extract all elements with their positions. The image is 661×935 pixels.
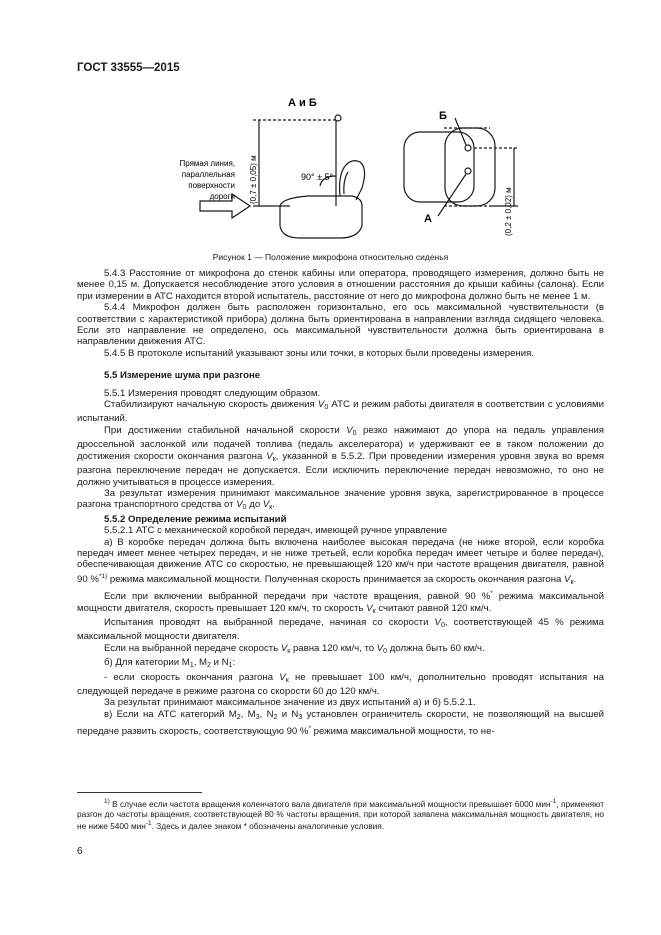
seat-cushion <box>280 196 362 238</box>
label-b: Б <box>439 110 447 122</box>
paragraph-5-4-4: 5.4.4 Микрофон должен быть расположен горизонтально, его ось максимальной чувствительности (в соответствии с характеристикой прибора) должна быть ориентирована в направлении взгляда сидящего человека. Если это направление не определено, ось максимальной чувствительности должна быть ориентирована в направлении движения АТС. <box>77 302 604 348</box>
paragraph-acceleration: При достижении стабильной начальной скорости $V_0$ резко нажимают до упора на педаль управления дроссельной заслонкой или подачей топлива (педаль акселератора) и удерживают ее в таком положении до достижения скорости окончания разгона $V_к$, указанной в 5.5.2. При проведении измерения уровня звука во время разгона переключение передач не допускается. Если исключить переключение передач невозможно, то оно не должно учитываться в процессе измерения. <box>77 424 604 488</box>
paragraph-5-4-5: 5.4.5 В протоколе испытаний указывают зоны или точки, в которых были проведены измерения. <box>104 347 534 359</box>
footnote-mark: 1) <box>104 798 110 805</box>
paragraph-item-b: б) Для категории $M_1$, $M_2$ и $N_1$: <box>104 657 236 670</box>
angle-label: 90° ± 5° <box>301 172 334 182</box>
label-a-and-b: А и Б <box>288 97 317 109</box>
figure-microphone-position <box>140 88 540 248</box>
microphone-point <box>335 115 341 121</box>
figure-caption: Рисунок 1 — Положение микрофона относительно сиденья <box>212 252 449 262</box>
lateral-dimension-label: (0,2 ± 0,02) м <box>504 187 513 236</box>
seat-top-view <box>404 132 474 202</box>
footnote-divider <box>77 792 202 793</box>
paragraph-5-5-2-1: 5.5.2.1 АТС с механической коробкой передач, имеющей ручное управление <box>104 525 448 537</box>
height-dimension-label: (0,7 ± 0,05) м <box>249 155 258 204</box>
road-parallel-label-line1: Прямая линия, <box>179 159 235 168</box>
paragraph-item-a: а) В коробке передач должна быть включена наиболее высокая передача (не ниже второй, если коробка передач имеет менее четырех передач, и не ниже третьей, если коробка передач имеет четыре и более передач), обеспечивающая движение АТС со скоростью, не превышающей 120 км/ч при частоте вращения двигателя, равной 90 %$^{*1)}$ режима максимальной мощности. Полученная скорость принимается за скорость окончания разгона $V_к$. <box>77 536 604 586</box>
document-header: ГОСТ 33555—2015 <box>77 62 180 74</box>
footnote-reference: *1) <box>98 572 108 580</box>
page-number: 6 <box>77 846 83 857</box>
paragraph-speed-120: Если на выбранной передаче скорость $V_к$ равна 120 км/ч, то $V_0$ должна быть 60 км/ч. <box>104 642 485 655</box>
paragraph-max-result: За результат принимают максимальное значение из двух испытаний а) и б) 5.5.2.1. <box>104 697 476 709</box>
paragraph-item-v: в) Если на АТС категорий $M_2$, $M_3$, $N_2$ и $N_3$ установлен ограничитель скорости, не позволяющий на высшей передаче развить скорость, соответствующую 90 %* режима максимальной мощности, то не- <box>77 708 605 738</box>
paragraph-result: За результат измерения принимают максимальное значение уровня звука, зарегистрированное в процессе разгона транспортного средства от $V_0$ до $V_к$. <box>77 487 604 512</box>
seat-back <box>340 161 365 200</box>
road-parallel-label-line3: поверхности <box>188 181 235 190</box>
paragraph-tests-conducted: Испытания проводят на выбранной передаче, начиная со скорости $V_0$, соответствующей 45 % режима максимальной мощности двигателя. <box>77 616 604 643</box>
footnote: $^{1)}$ В случае если частота вращения коленчатого вала двигателя при максимальной мощности превышает 6000 мин$^{-1}$, применяют разгон до частоты вращения, соответствующей 80 % частоты вращения, при которой заявлена максимальная мощность двигателя, но не ниже 5400 мин$^{-1}$. Здесь и далее знаком * обозначены аналогичные условия. <box>77 798 604 832</box>
paragraph-stabilize: Стабилизируют начальную скорость движения $V_0$ АТС и режим работы двигателя в соответствии с условиями испытаний. <box>77 399 604 425</box>
paragraph-5-5-1: 5.5.1 Измерения проводят следующим образом. <box>104 387 321 399</box>
road-parallel-label-line4: дороги <box>209 192 235 201</box>
paragraph-if-exceeds: Если при включении выбранной передачи при частоте вращения, равной 90 %* режима максимальной мощности двигателя, скорость превышает 120 км/ч, то скорость $V_к$ считают равной 120 км/ч. <box>77 590 604 615</box>
section-heading-5-5-2: 5.5.2 Определение режима испытаний <box>104 513 287 525</box>
paragraph-dash-item: - если скорость окончания разгона $V_к$ не превышает 100 км/ч, дополнительно проводят испытания на следующей передаче в режиме разгона со скорости 60 до 120 км/ч. <box>77 671 604 697</box>
road-parallel-label-line2: параллельная <box>181 170 235 179</box>
paragraph-5-4-3: 5.4.3 Расстояние от микрофона до стенок кабины или оператора, проводящего измерения, должно быть не менее 0,15 м. Допускается несоблюдение этого условия в отношении расстояния до крыши кабины (салона). Если при измерении в АТС находится второй испытатель, расстояние от него до микрофона должно быть не менее 1 м. <box>77 268 604 302</box>
body-text <box>77 268 604 738</box>
label-a: А <box>424 213 432 225</box>
section-heading-5-5: 5.5 Измерение шума при разгоне <box>104 370 261 382</box>
